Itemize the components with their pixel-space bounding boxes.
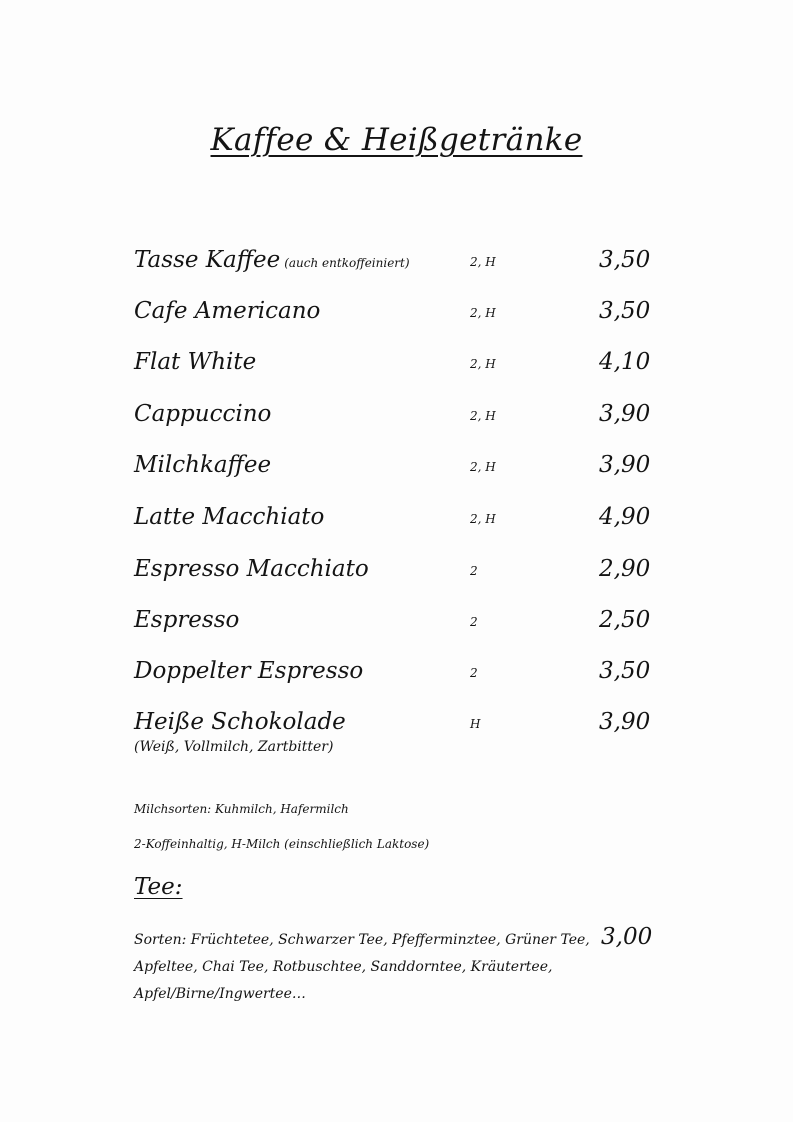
item-code: 2 xyxy=(470,666,478,680)
item-name-text: Tasse Kaffee xyxy=(134,247,281,273)
item-code: H xyxy=(470,717,481,731)
item-name: Doppelter Espresso xyxy=(134,658,364,684)
item-price: 3,90 xyxy=(599,709,651,735)
menu-row xyxy=(0,658,793,698)
legend-note: 2-Koffeinhaltig, H-Milch (einschließlich Laktose) xyxy=(134,837,430,851)
item-price: 3,50 xyxy=(599,658,651,684)
item-name: Cafe Americano xyxy=(134,298,321,324)
item-code: 2, H xyxy=(470,357,496,371)
page-title: Kaffee & Heißgetränke xyxy=(210,122,583,158)
tea-varieties-line: Apfeltee, Chai Tee, Rotbuschtee, Sanddorntee, Kräutertee, xyxy=(134,959,553,975)
tea-varieties-line: Apfel/Birne/Ingwertee… xyxy=(134,986,306,1002)
item-name: Cappuccino xyxy=(134,401,272,427)
menu-row xyxy=(0,504,793,544)
tea-heading: Tee: xyxy=(134,874,183,900)
item-name: Milchkaffee xyxy=(134,452,272,478)
item-price: 3,50 xyxy=(599,247,651,273)
tea-price: 3,00 xyxy=(601,924,653,950)
item-name: Flat White xyxy=(134,349,257,375)
item-code: 2, H xyxy=(470,460,496,474)
item-price: 2,90 xyxy=(599,556,651,582)
menu-row xyxy=(0,556,793,596)
menu-row xyxy=(0,607,793,647)
item-price: 3,90 xyxy=(599,401,651,427)
item-code: 2, H xyxy=(470,306,496,320)
menu-row xyxy=(0,349,793,389)
tea-varieties-line: Sorten: Früchtetee, Schwarzer Tee, Pfefferminztee, Grüner Tee, xyxy=(134,932,590,948)
menu-row xyxy=(0,452,793,492)
item-name xyxy=(134,247,410,273)
item-name: Latte Macchiato xyxy=(134,504,325,530)
item-name: Espresso Macchiato xyxy=(134,556,369,582)
item-code: 2 xyxy=(470,615,478,629)
item-code: 2, H xyxy=(470,512,496,526)
item-price: 4,90 xyxy=(599,504,651,530)
milk-types-note: Milchsorten: Kuhmilch, Hafermilch xyxy=(134,802,349,816)
item-name: Heiße Schokolade xyxy=(134,709,346,735)
item-code: 2, H xyxy=(470,255,496,269)
menu-row xyxy=(0,401,793,441)
item-code: 2 xyxy=(470,564,478,578)
menu-row xyxy=(0,247,793,287)
item-note: (auch entkoffeiniert) xyxy=(284,256,410,270)
item-code: 2, H xyxy=(470,409,496,423)
item-subtitle: (Weiß, Vollmilch, Zartbitter) xyxy=(134,739,334,755)
menu-row xyxy=(0,709,793,769)
item-price: 2,50 xyxy=(599,607,651,633)
item-price: 4,10 xyxy=(599,349,651,375)
item-name: Espresso xyxy=(134,607,240,633)
menu-row xyxy=(0,298,793,338)
item-price: 3,50 xyxy=(599,298,651,324)
item-price: 3,90 xyxy=(599,452,651,478)
